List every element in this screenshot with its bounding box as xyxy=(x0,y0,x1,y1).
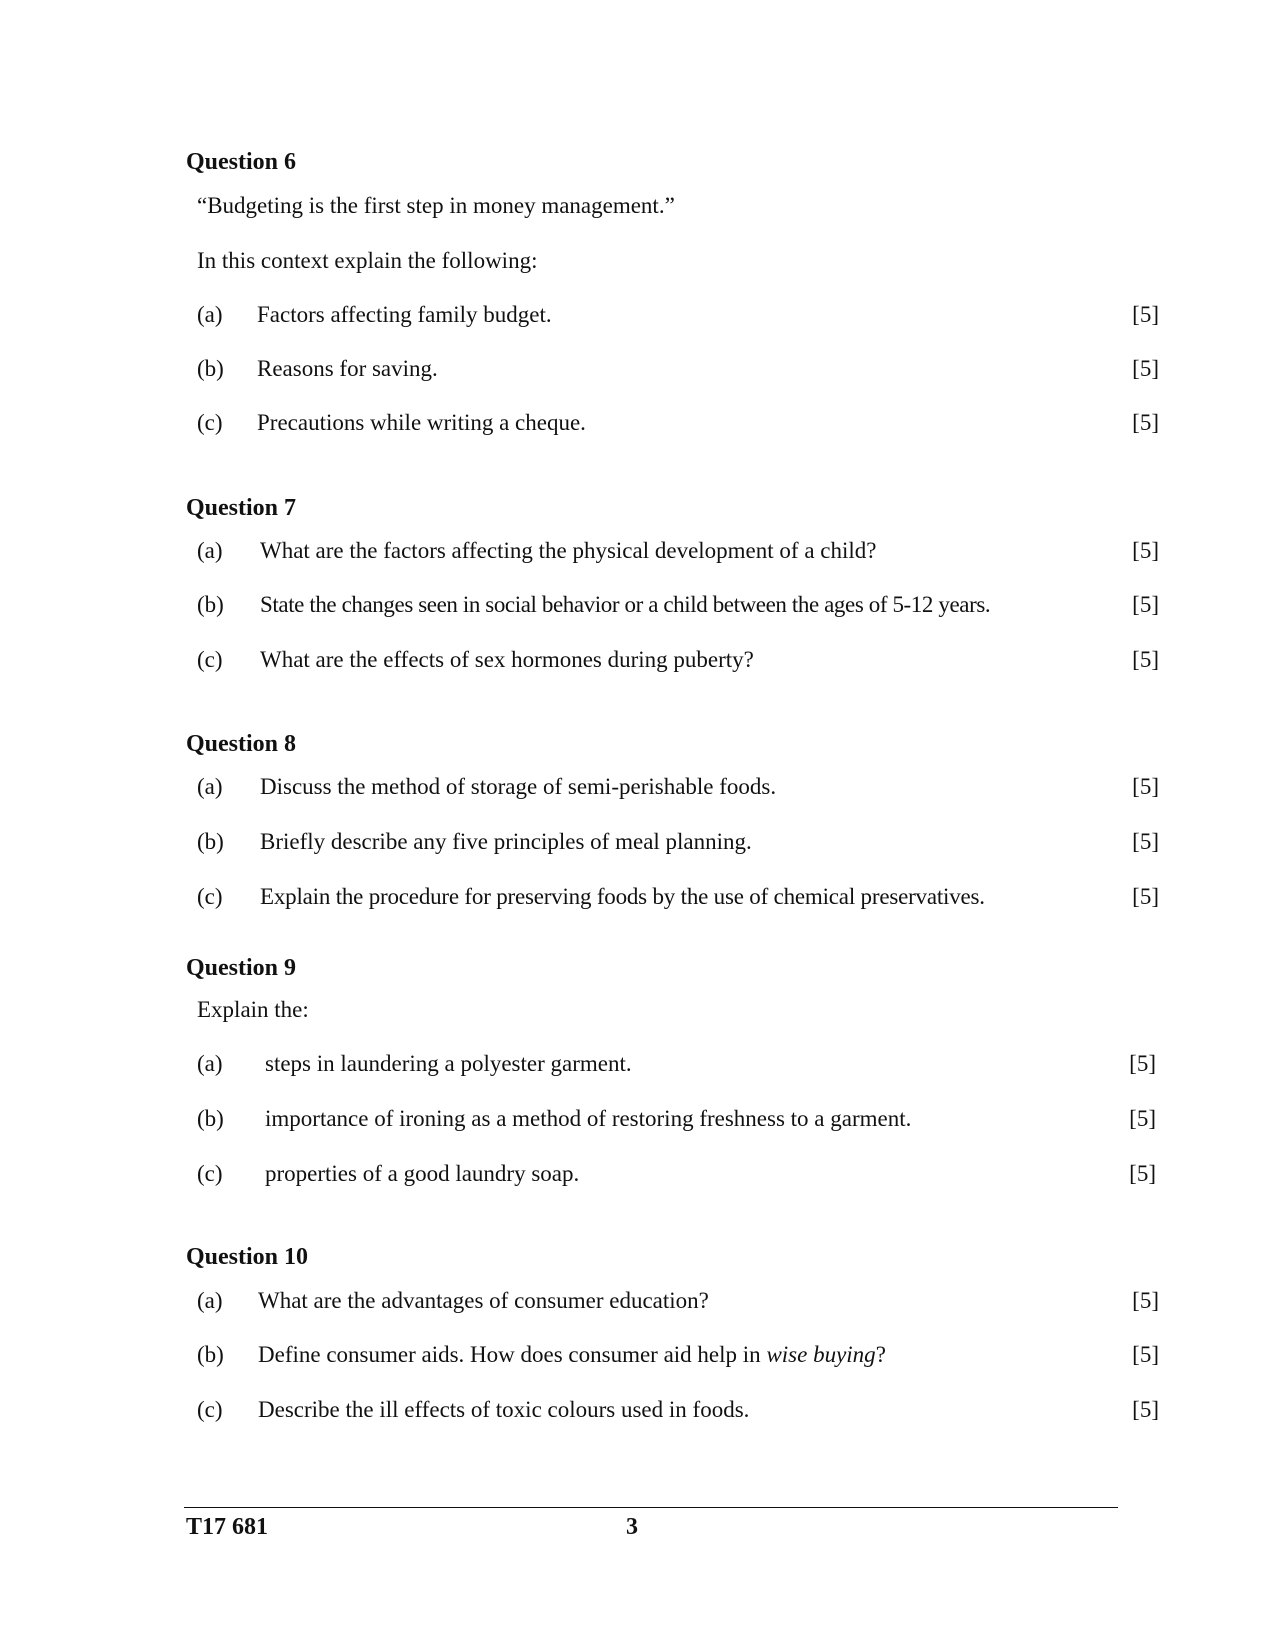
question-6a xyxy=(197,301,1159,331)
question-8b-text: Briefly describe any five principles of meal planning. xyxy=(260,829,752,854)
question-9b-text: importance of ironing as a method of restoring freshness to a garment. xyxy=(265,1106,912,1131)
question-9c-marks: [5] xyxy=(1129,1161,1156,1186)
question-10c-marks: [5] xyxy=(1132,1397,1159,1422)
question-6b-text: Reasons for saving. xyxy=(257,356,438,381)
question-7-title: Question 7 xyxy=(186,495,297,521)
question-6a-label: (a) xyxy=(197,302,223,327)
question-10b xyxy=(197,1341,1159,1371)
question-7b-text: State the changes seen in social behavior or a child between the ages of 5-12 years. xyxy=(260,592,991,617)
question-10a-marks: [5] xyxy=(1132,1288,1159,1313)
question-6c-marks: [5] xyxy=(1132,410,1159,435)
question-6b-label: (b) xyxy=(197,356,224,381)
question-7b-label: (b) xyxy=(197,592,224,617)
question-9a-label: (a) xyxy=(197,1051,223,1076)
question-8c-label: (c) xyxy=(197,884,223,909)
question-9-instruction: Explain the: xyxy=(197,997,309,1022)
question-8b-marks: [5] xyxy=(1132,829,1159,854)
footer-rule xyxy=(184,1507,1118,1508)
footer-paper-code: T17 681 xyxy=(186,1514,269,1540)
question-10b-text-end: ? xyxy=(875,1342,886,1367)
question-9b-label: (b) xyxy=(197,1106,224,1131)
question-10a-text: What are the advantages of consumer education? xyxy=(258,1288,709,1313)
question-6c xyxy=(197,409,1159,439)
question-8a-label: (a) xyxy=(197,774,223,799)
question-7c-label: (c) xyxy=(197,647,223,672)
footer-page-number: 3 xyxy=(626,1514,638,1540)
question-10b-marks: [5] xyxy=(1132,1342,1159,1367)
question-7a-marks: [5] xyxy=(1132,538,1159,563)
question-9b xyxy=(197,1105,1159,1135)
question-9b-marks: [5] xyxy=(1129,1106,1156,1131)
question-10-title: Question 10 xyxy=(186,1244,309,1270)
question-8a xyxy=(197,773,1159,803)
question-8-title: Question 8 xyxy=(186,731,297,757)
question-10c-text: Describe the ill effects of toxic colours used in foods. xyxy=(258,1397,750,1422)
question-10a xyxy=(197,1287,1159,1317)
question-9a-text: steps in laundering a polyester garment. xyxy=(265,1051,632,1076)
question-8b-label: (b) xyxy=(197,829,224,854)
question-6-instruction: In this context explain the following: xyxy=(197,248,538,273)
question-10c-label: (c) xyxy=(197,1397,223,1422)
question-9c-label: (c) xyxy=(197,1161,223,1186)
question-7a-label: (a) xyxy=(197,538,223,563)
question-7c xyxy=(197,646,1159,676)
question-6b-marks: [5] xyxy=(1132,356,1159,381)
question-6c-label: (c) xyxy=(197,410,223,435)
question-8a-text: Discuss the method of storage of semi-perishable foods. xyxy=(260,774,777,799)
question-10b-text-emphasis: wise buying xyxy=(766,1342,876,1367)
question-10b-label: (b) xyxy=(197,1342,224,1367)
question-7c-marks: [5] xyxy=(1132,647,1159,672)
question-10b-text-start: Define consumer aids. How does consumer aid help in xyxy=(258,1342,767,1367)
question-9c-text: properties of a good laundry soap. xyxy=(265,1161,580,1186)
question-8c-marks: [5] xyxy=(1132,884,1159,909)
question-8c xyxy=(197,883,1159,913)
question-10b-text xyxy=(258,1341,886,1369)
question-7a xyxy=(197,537,1159,567)
question-9a-marks: [5] xyxy=(1129,1051,1156,1076)
question-8a-marks: [5] xyxy=(1132,774,1159,799)
question-9c xyxy=(197,1160,1159,1190)
question-6-title: Question 6 xyxy=(186,149,297,175)
question-7b xyxy=(197,591,1159,621)
question-8c-text: Explain the procedure for preserving foods by the use of chemical preservatives. xyxy=(260,884,985,909)
question-7c-text: What are the effects of sex hormones during puberty? xyxy=(260,647,754,672)
question-6c-text: Precautions while writing a cheque. xyxy=(257,410,586,435)
question-7b-marks: [5] xyxy=(1132,592,1159,617)
question-6a-marks: [5] xyxy=(1132,302,1159,327)
question-9-title: Question 9 xyxy=(186,955,297,981)
question-10c xyxy=(197,1396,1159,1426)
question-10a-label: (a) xyxy=(197,1288,223,1313)
question-6b xyxy=(197,355,1159,385)
question-9a xyxy=(197,1050,1159,1080)
question-8b xyxy=(197,828,1159,858)
question-6-quote: “Budgeting is the first step in money management.” xyxy=(197,193,675,218)
question-7a-text: What are the factors affecting the physical development of a child? xyxy=(260,538,877,563)
question-6a-text: Factors affecting family budget. xyxy=(257,302,552,327)
